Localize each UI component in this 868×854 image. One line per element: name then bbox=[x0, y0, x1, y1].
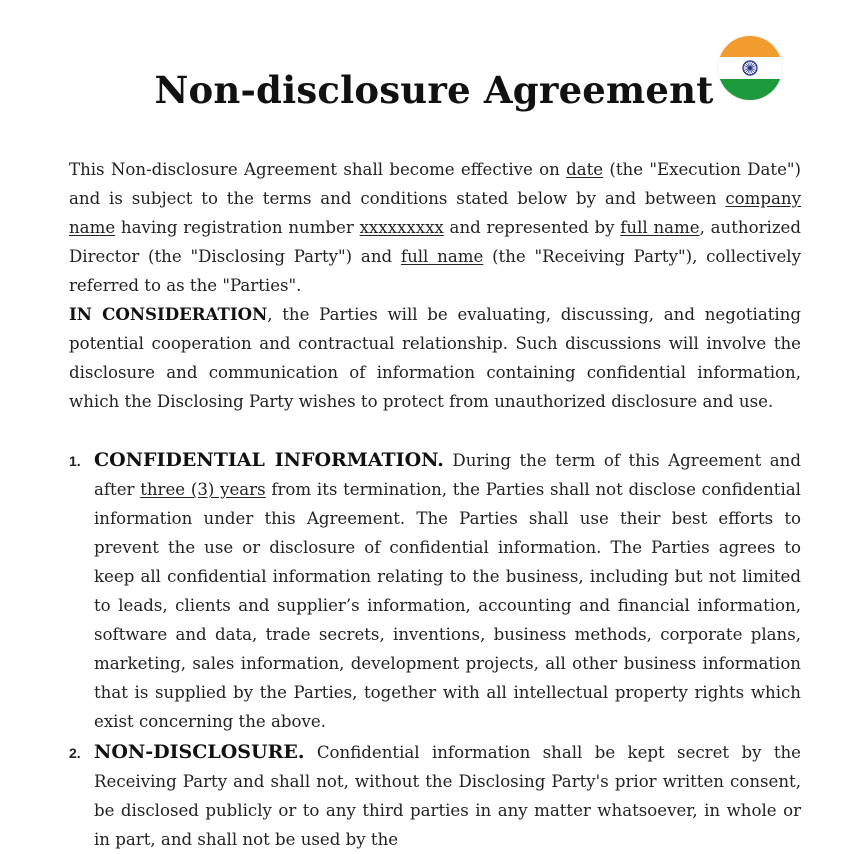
document-title: Non-disclosure Agreement bbox=[154, 68, 714, 112]
consideration-label: IN CONSIDERATION bbox=[69, 304, 268, 324]
clause-text: NON-DISCLOSURE. Confidential information shall be kept secret by the Receiving Party and shall not, without the Disclosing Party's prior written consent, be disclosed publicly or to any third parties in any matter whatsoever, in whole or in part, and shall not be used by the bbox=[94, 741, 801, 849]
india-flag-icon bbox=[718, 36, 782, 100]
clause-text: CONFIDENTIAL INFORMATION. During the term of this Agreement and after three (3) years from its termination, the Parties shall not disclose confidential information under this Agreement. The Parties shall use their best efforts to prevent the use or disclosure of confidential information. The Parties agrees to keep all confidential information relating to the business, including but not limited to leads, clients and supplier’s information, accounting and financial information, software and data, trade secrets, inventions, business methods, corporate plans, marketing, sales information, development projects, all other business information that is supplied by the Parties, together with all intellectual property rights which exist concerning the above. bbox=[94, 449, 801, 731]
term-placeholder[interactable]: three (3) years bbox=[140, 480, 266, 499]
clause-number: 1. bbox=[69, 453, 81, 469]
clause-heading: NON-DISCLOSURE. bbox=[94, 741, 305, 763]
company-name-placeholder[interactable]: company name bbox=[69, 189, 801, 237]
ashoka-chakra-icon bbox=[742, 60, 758, 76]
consideration-paragraph: IN CONSIDERATION, the Parties will be evaluating, discussing, and negotiating potential cooperation and contractual relationship. Such discussions will involve the disclosure and communication of information containing confidential information, which the Disclosing Party wishes to protect from unauthorized disclosure and use. bbox=[69, 304, 801, 411]
date-placeholder[interactable]: date bbox=[566, 160, 604, 179]
clause-heading: CONFIDENTIAL INFORMATION. bbox=[94, 449, 444, 471]
receiving-party-name-placeholder[interactable]: full name bbox=[400, 247, 484, 266]
registration-number-placeholder[interactable]: xxxxxxxxx bbox=[359, 218, 444, 237]
clause-number: 2. bbox=[69, 745, 81, 761]
intro-paragraph: This Non-disclosure Agreement shall become effective on date (the "Execution Date") and is subject to the terms and conditions stated below by and between company name having registration number xxxxxxxxx and represented by full name, authorized Director (the "Disclosing Party") and full name (the "Receiving Party"), collectively referred to as the "Parties". bbox=[69, 160, 802, 295]
director-name-placeholder[interactable]: full name bbox=[620, 218, 700, 237]
